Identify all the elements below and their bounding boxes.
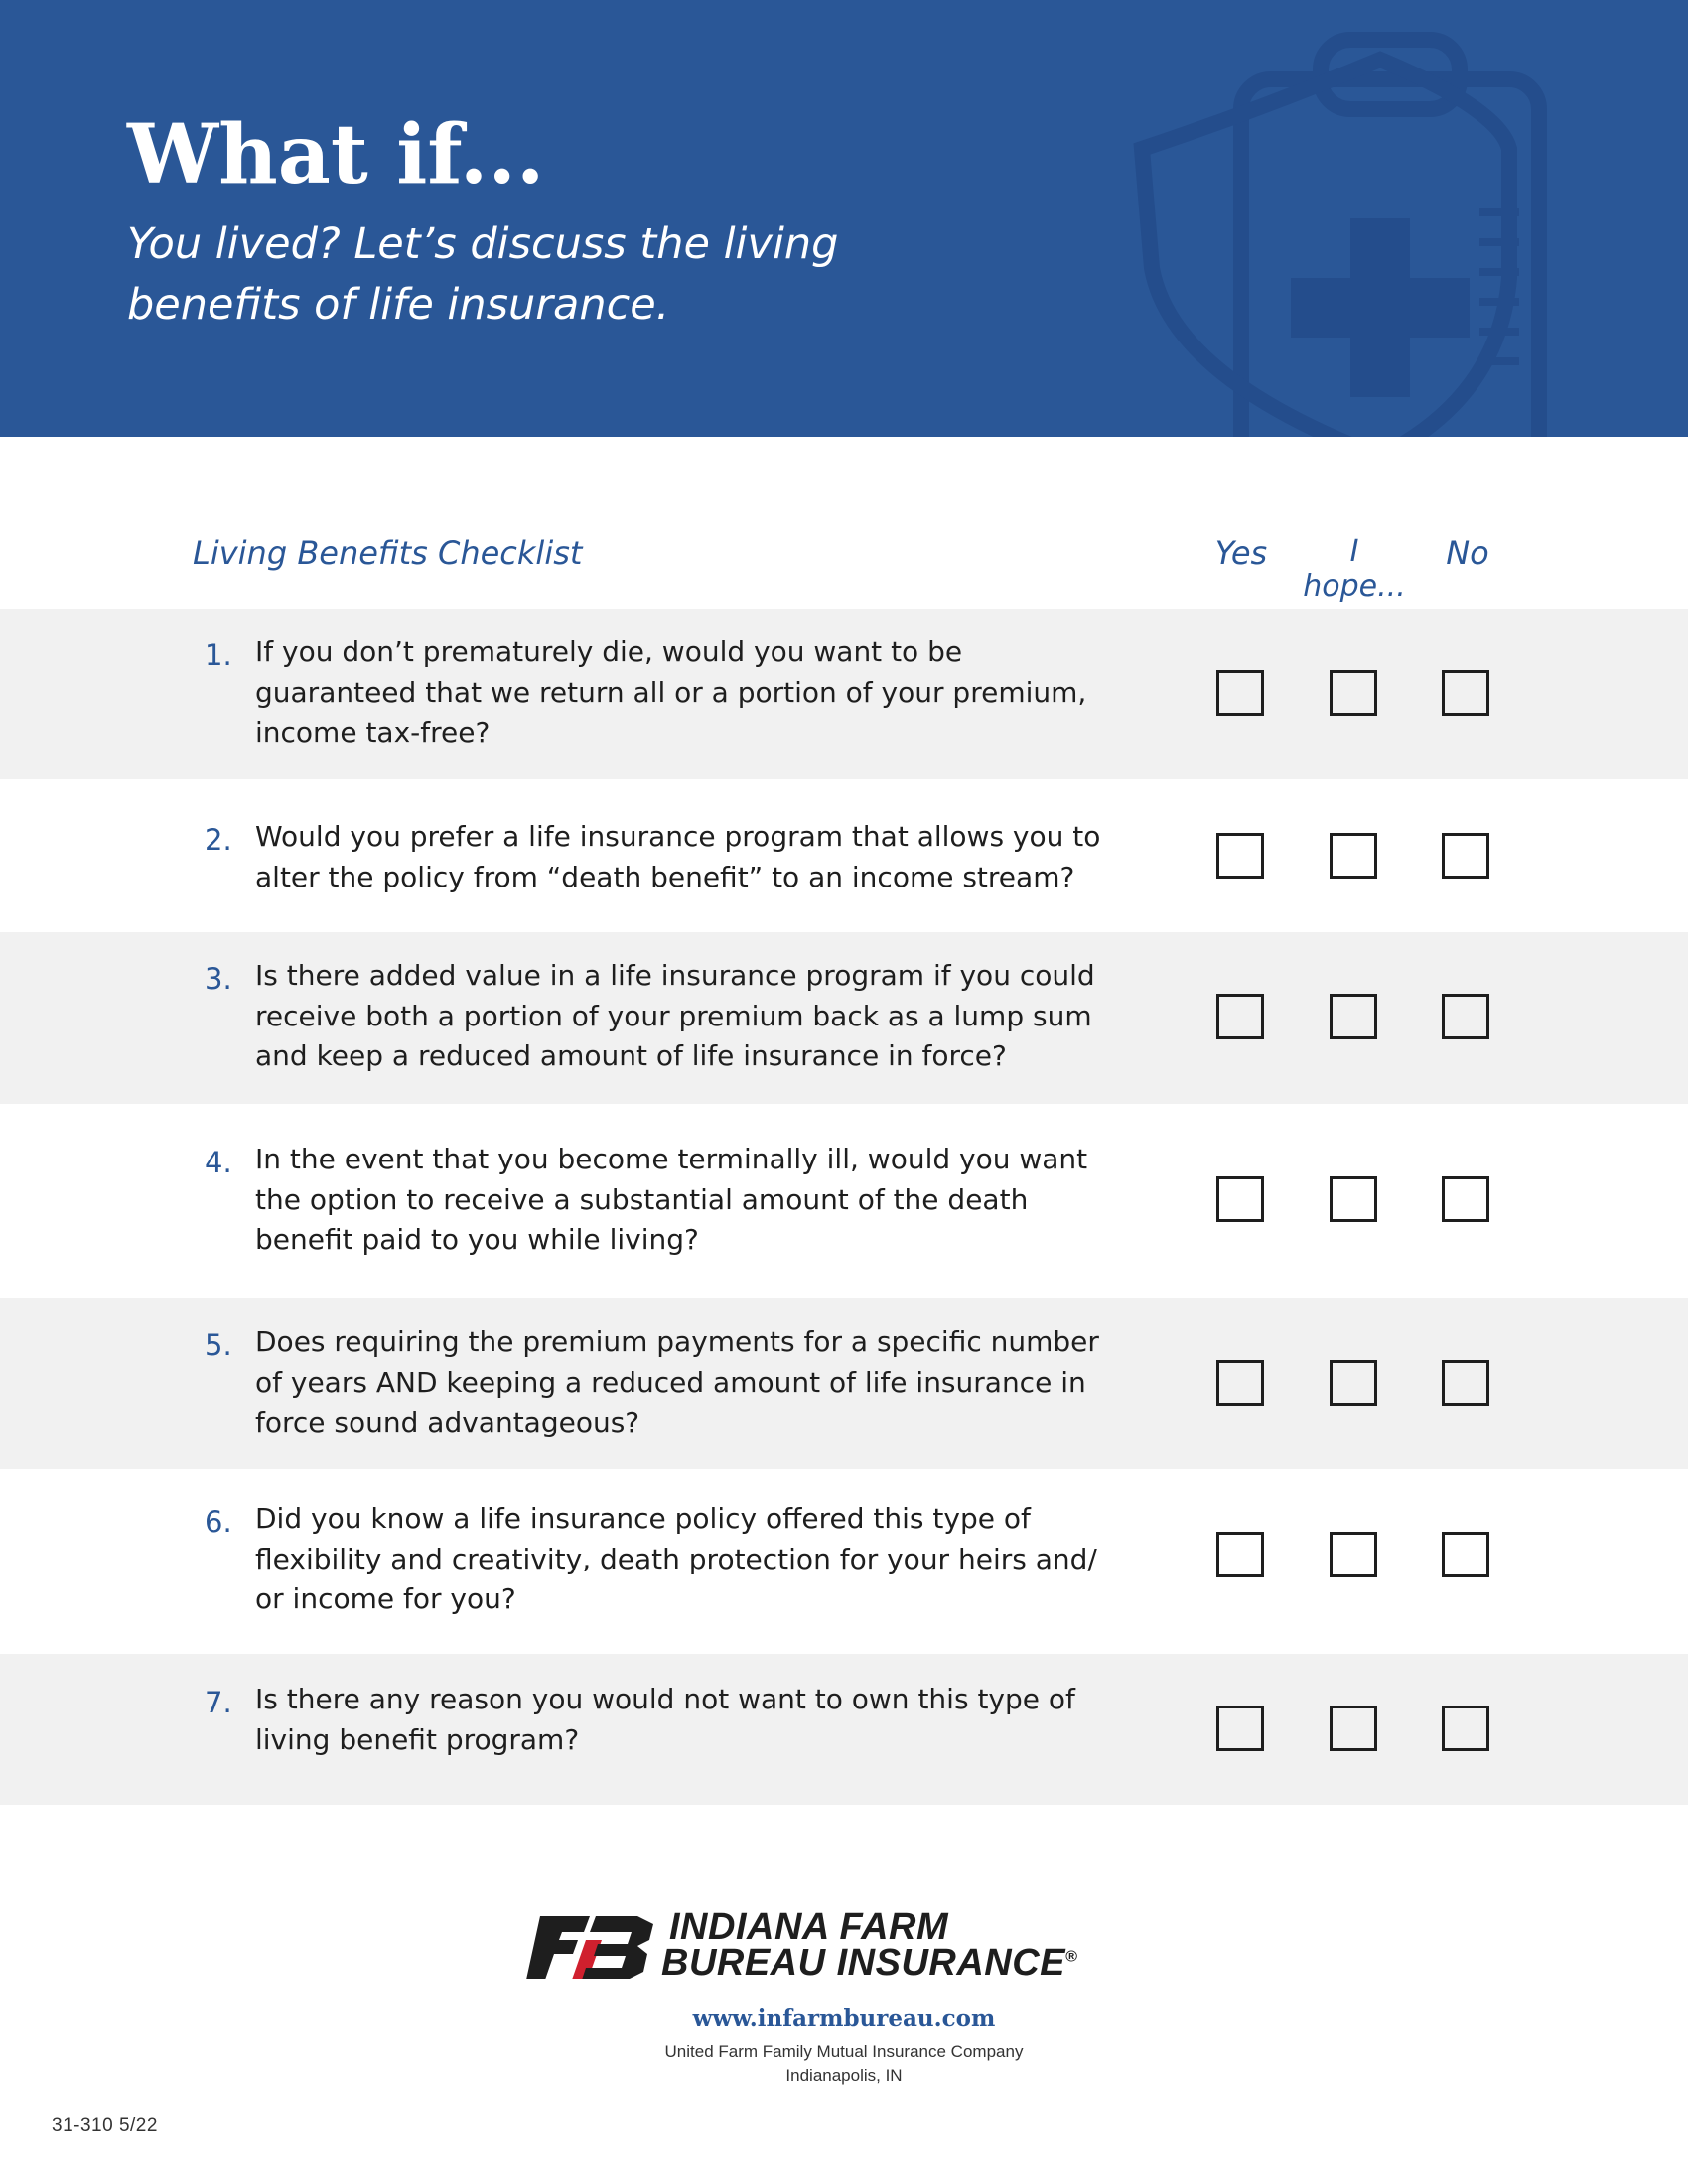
i-hope-checkbox[interactable] [1330,994,1377,1039]
checklist-row [0,932,1688,1104]
no-checkbox[interactable] [1442,1706,1489,1751]
i-hope-checkbox[interactable] [1330,670,1377,716]
website-link[interactable]: www.infarmbureau.com [692,2005,996,2032]
logo-text-line2: BUREAU INSURANCE® [661,1942,1078,1983]
logo-text-line1: INDIANA FARM [669,1906,949,1948]
checklist-row [0,1469,1688,1654]
checklist-row [0,779,1688,932]
question-number: 7. [205,1686,232,1719]
no-checkbox[interactable] [1442,1532,1489,1577]
company-city: Indianapolis, IN [785,2066,903,2085]
i-hope-checkbox[interactable] [1330,833,1377,879]
i-hope-checkbox[interactable] [1330,1360,1377,1406]
i-hope-checkbox[interactable] [1330,1532,1377,1577]
farm-bureau-logo-mark [526,1912,655,1983]
column-header-no: No [1446,534,1489,572]
question-text: Did you know a life insurance policy offered this type of flexibility and creativity, death protection for your heirs and/ or income for you? [255,1502,1097,1615]
question-text: Does requiring the premium payments for a specific number of years AND keeping a reduced amount of life insurance in force sound advantageous? [255,1325,1099,1438]
page-subtitle: You lived? Let’s discuss the living benefits of life insurance. [127,219,839,330]
question-text: In the event that you become terminally ill, would you want the option to receive a substantial amount of the death benefit paid to you while living? [255,1143,1088,1256]
question-number: 5. [205,1328,232,1362]
no-checkbox[interactable] [1442,1360,1489,1406]
column-header-i-hope: I hope... [1303,534,1406,604]
question-number: 6. [205,1505,232,1539]
yes-checkbox[interactable] [1216,833,1264,879]
question-text: Is there added value in a life insurance program if you could receive both a portion of your premium back as a lump sum and keep a reduced amount of life insurance in force? [255,959,1095,1072]
form-code: 31-310 5/22 [52,2116,158,2136]
yes-checkbox[interactable] [1216,1532,1264,1577]
yes-checkbox[interactable] [1216,1360,1264,1406]
checklist-row [0,1104,1688,1298]
no-checkbox[interactable] [1442,994,1489,1039]
question-number: 1. [205,638,232,672]
page-header [0,0,1688,437]
question-text: Would you prefer a life insurance program that allows you to alter the policy from “death benefit” to an income stream? [255,820,1101,893]
checklist-row [0,1654,1688,1805]
company-logo [526,1906,1172,1983]
question-number: 3. [205,962,232,996]
no-checkbox[interactable] [1442,833,1489,879]
yes-checkbox[interactable] [1216,1706,1264,1751]
question-text: Is there any reason you would not want to own this type of living benefit program? [255,1683,1075,1756]
question-text: If you don’t prematurely die, would you want to be guaranteed that we return all or a portion of your premium, income tax-free? [255,635,1087,749]
registered-mark: ® [1065,1948,1078,1966]
question-number: 4. [205,1146,232,1179]
page-title: What if... [127,107,545,203]
i-hope-checkbox[interactable] [1330,1706,1377,1751]
yes-checkbox[interactable] [1216,670,1264,716]
question-number: 2. [205,823,232,857]
i-hope-checkbox[interactable] [1330,1176,1377,1222]
checklist-row [0,609,1688,779]
column-header-yes: Yes [1214,534,1268,572]
clipboard-shield-medical-icon [1112,20,1579,437]
yes-checkbox[interactable] [1216,1176,1264,1222]
checklist-title: Living Benefits Checklist [193,534,583,572]
checklist-row [0,1298,1688,1469]
no-checkbox[interactable] [1442,670,1489,716]
yes-checkbox[interactable] [1216,994,1264,1039]
no-checkbox[interactable] [1442,1176,1489,1222]
company-name: United Farm Family Mutual Insurance Company [664,2042,1024,2061]
checklist-header [0,534,1688,604]
